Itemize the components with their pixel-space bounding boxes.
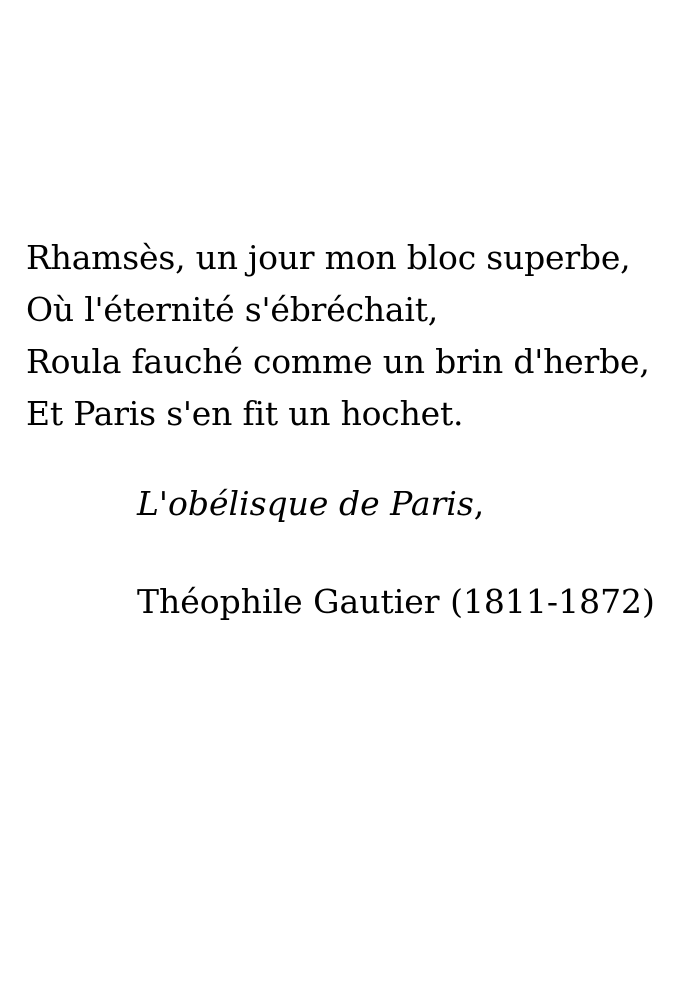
work-title [137, 478, 484, 530]
verse-line-4: Et Paris s'en fit un hochet. [26, 394, 464, 433]
author-attribution: Théophile Gautier (1811-1872) [137, 582, 655, 621]
verse-line-3: Roula fauché comme un brin d'herbe, [26, 342, 650, 381]
verse-line-2: Où l'éternité s'ébréchait, [26, 290, 439, 329]
verse-line-1: Rhamsès, un jour mon bloc superbe, [26, 238, 631, 277]
work-title-text: L'obélisque de Paris [137, 484, 474, 523]
poem-stanza [26, 232, 650, 440]
work-title-comma: , [473, 484, 485, 523]
